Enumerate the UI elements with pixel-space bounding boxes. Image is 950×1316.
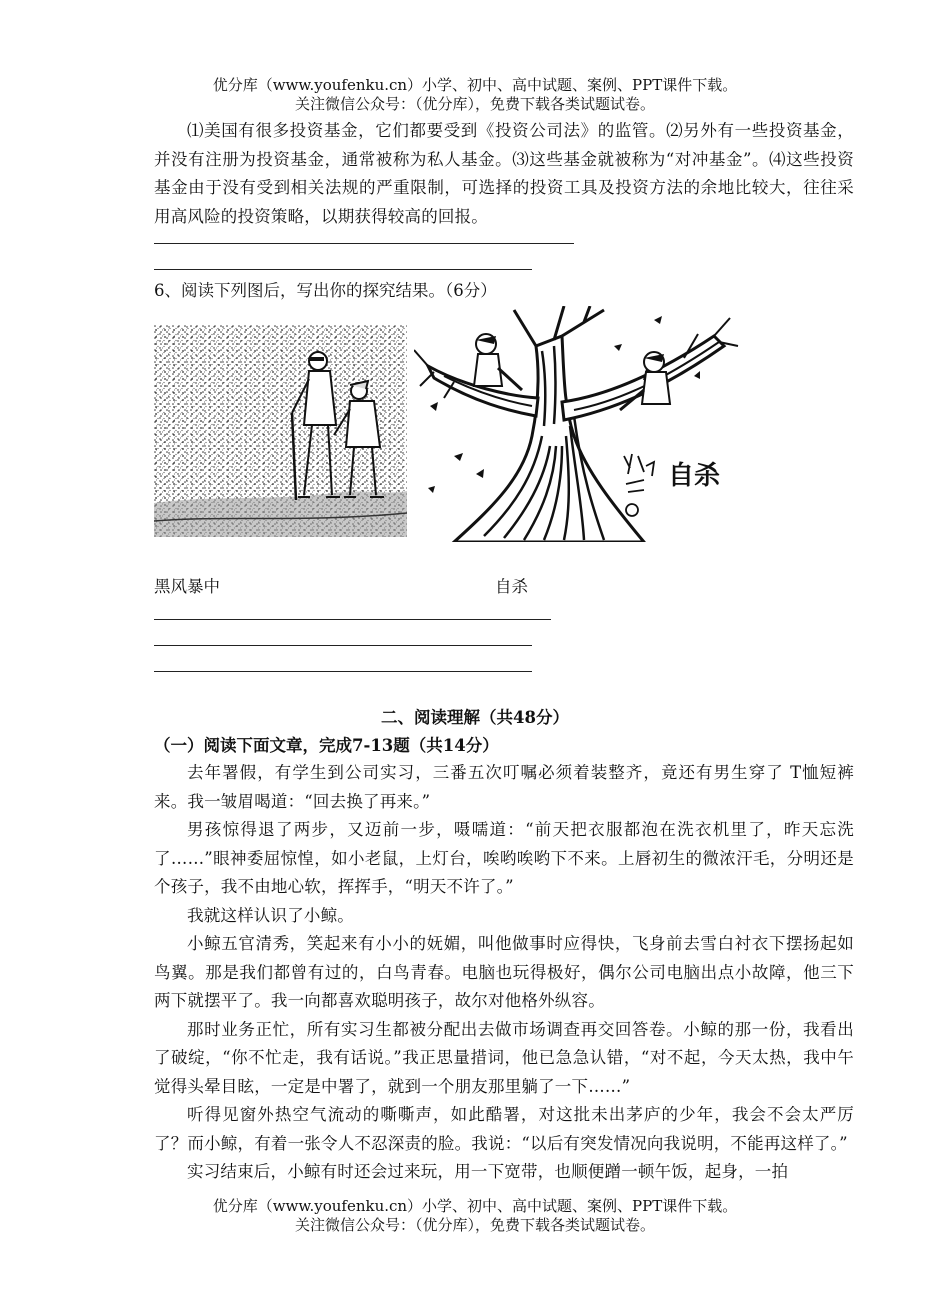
answer-line — [154, 243, 574, 244]
subsection-title: （一）阅读下面文章，完成7-13题（共14分） — [154, 736, 499, 755]
story-body — [154, 759, 854, 1187]
story-paragraph: 听得见窗外热空气流动的嘶嘶声，如此酷署，对这批未出茅庐的少年，我会不会太严厉了？而小鲸，有着一张令人不忍深责的脸。我说：“以后有突发情况向我说明，不能再这样了。” — [154, 1105, 854, 1153]
right-caption: 自杀 — [495, 577, 528, 596]
story-paragraph: 男孩惊得退了两步，又迈前一步，嗫嚅道：“前天把衣服都泡在洗衣机里了，昨天忘洗了……”眼神委屈惊惶，如小老鼠，上灯台，唉哟唉哟下不来。上唇初生的微浓汗毛，分明还是个孩子，我不由地心软，挥挥手，“明天不许了。” — [154, 820, 854, 896]
black-storm-image — [154, 325, 407, 537]
cartoon-title: 自杀 — [668, 461, 721, 491]
header-line-1: 优分库（www.youfenku.cn）小学、初中、高中试题、案例、PPT课件下载。 — [212, 76, 738, 94]
answer-line — [154, 269, 532, 270]
story-paragraph: 去年署假，有学生到公司实习，三番五次叮嘱必须着装整齐，竟还有男生穿了 T恤短裤来。我一皱眉喝道：“回去换了再来。” — [154, 763, 854, 811]
left-caption: 黑风暴中 — [154, 577, 220, 596]
answer-line — [154, 645, 532, 646]
question-6-prompt: 6、阅读下列图后，写出你的探究结果。（6分） — [154, 281, 497, 300]
story-paragraph: 实习结束后，小鲸有时还会过来玩，用一下宽带，也顺便蹭一顿午饭，起身，一拍 — [187, 1162, 789, 1181]
suicide-cartoon-image — [414, 306, 740, 542]
story-paragraph: 我就这样认识了小鲸。 — [187, 905, 354, 925]
answer-line — [154, 671, 532, 672]
story-paragraph: 小鲸五官清秀，笑起来有小小的妩媚，叫他做事时应得快，飞身前去雪白衬衣下摆扬起如鸟翼。那是我们都曾有过的，白鸟青春。电脑也玩得极好，偶尔公司电脑出点小故障，他三下两下就摆平了。我一向都喜欢聪明孩子，故尔对他格外纵容。 — [154, 934, 854, 1010]
answer-line — [154, 619, 551, 620]
q5-passage: ⑴美国有很多投资基金，它们都要受到《投资公司法》的监管。⑵另外有一些投资基金，并没有注册为投资基金，通常被称为私人基金。⑶这些基金就被称为“对冲基金”。⑷这些投资基金由于没有受到相关法规的严重限制，可选择的投资工具及投资方法的余地比较大，往往采用高风险的投资策略，以期获得较高的回报。 — [154, 121, 854, 226]
section-title: 二、阅读理解（共48分） — [381, 708, 569, 727]
footer-line-2: 关注微信公众号：（优分库），免费下载各类试题试卷。 — [294, 1216, 655, 1234]
header-line-2: 关注微信公众号：（优分库），免费下载各类试题试卷。 — [294, 95, 655, 113]
story-paragraph: 那时业务正忙，所有实习生都被分配出去做市场调查再交回答卷。小鲸的那一份，我看出了破绽，“你不忙走，我有话说。”我正思量措词，他已急急认错，“对不起，今天太热，我中午觉得头晕目眩，一定是中署了，就到一个朋友那里躺了一下……” — [154, 1019, 854, 1096]
footer-line-1: 优分库（www.youfenku.cn）小学、初中、高中试题、案例、PPT课件下载。 — [212, 1197, 738, 1215]
